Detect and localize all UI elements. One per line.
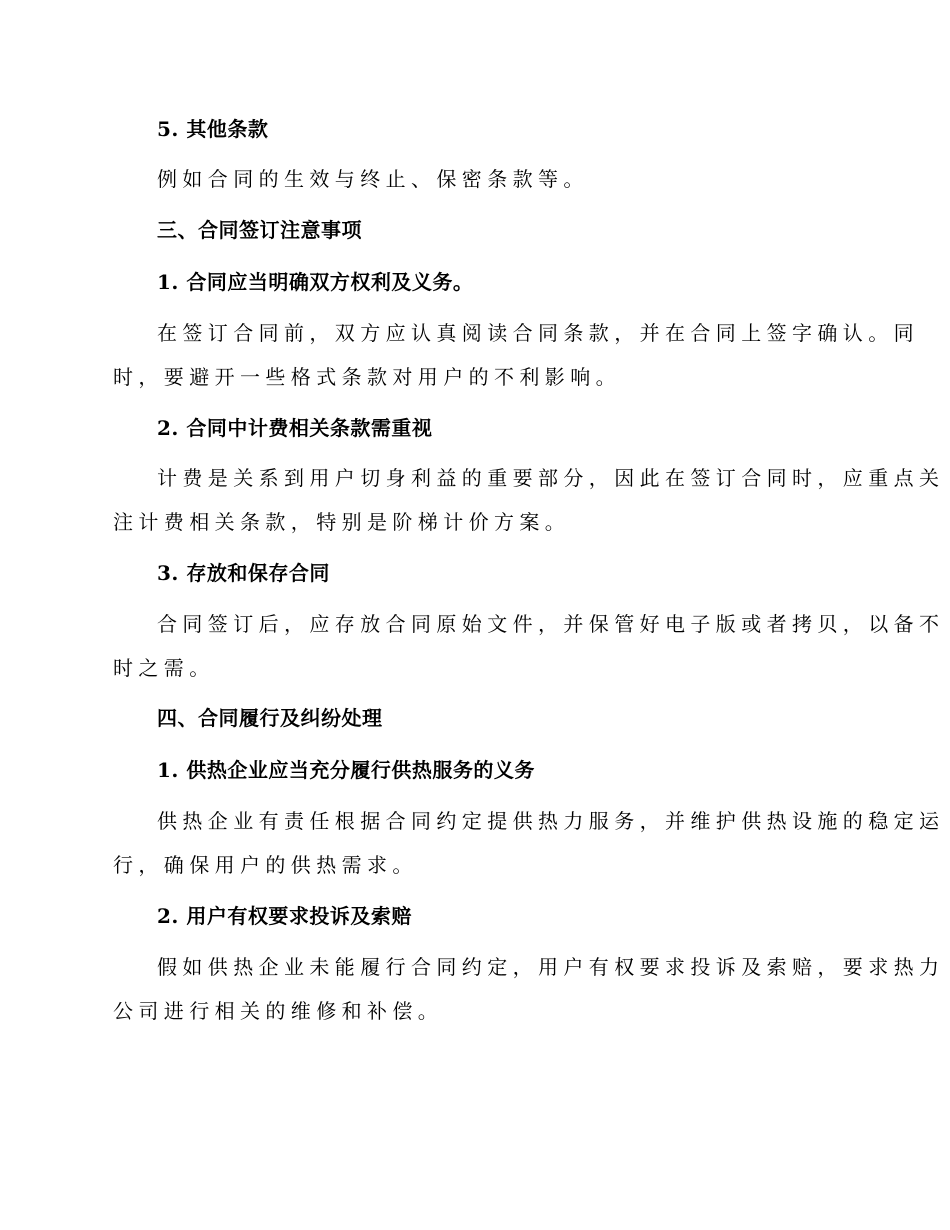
paragraph-line: 行，确保用户的供热需求。 (113, 853, 418, 877)
section-heading: 2. 用户有权要求投诉及索赔 (157, 904, 412, 928)
section-heading: 1. 合同应当明确双方权利及义务。 (157, 270, 474, 294)
section-heading: 三、合同签订注意事项 (157, 218, 362, 242)
paragraph-line: 供热企业有责任根据合同约定提供热力服务，并维护供热设施的稳定运 (157, 809, 945, 833)
paragraph-line: 公司进行相关的维修和补偿。 (113, 999, 444, 1023)
section-heading: 2. 合同中计费相关条款需重视 (157, 416, 433, 440)
paragraph-line: 例如合同的生效与终止、保密条款等。 (157, 167, 589, 191)
section-heading: 5. 其他条款 (157, 117, 269, 141)
section-heading: 3. 存放和保存合同 (157, 561, 330, 585)
paragraph-line: 合同签订后，应存放合同原始文件，并保管好电子版或者拷贝，以备不 (157, 612, 945, 636)
paragraph-line: 注计费相关条款，特别是阶梯计价方案。 (113, 510, 571, 534)
paragraph-line: 假如供热企业未能履行合同约定，用户有权要求投诉及索赔，要求热力 (157, 955, 945, 979)
section-heading: 四、合同履行及纠纷处理 (157, 706, 383, 730)
paragraph-line: 时，要避开一些格式条款对用户的不利影响。 (113, 365, 621, 389)
section-heading: 1. 供热企业应当充分履行供热服务的义务 (157, 758, 535, 782)
paragraph-line: 计费是关系到用户切身利益的重要部分，因此在签订合同时，应重点关 (157, 466, 945, 490)
paragraph-line: 在签订合同前，双方应认真阅读合同条款，并在合同上签字确认。同 (157, 321, 919, 345)
paragraph-line: 时之需。 (113, 656, 215, 680)
